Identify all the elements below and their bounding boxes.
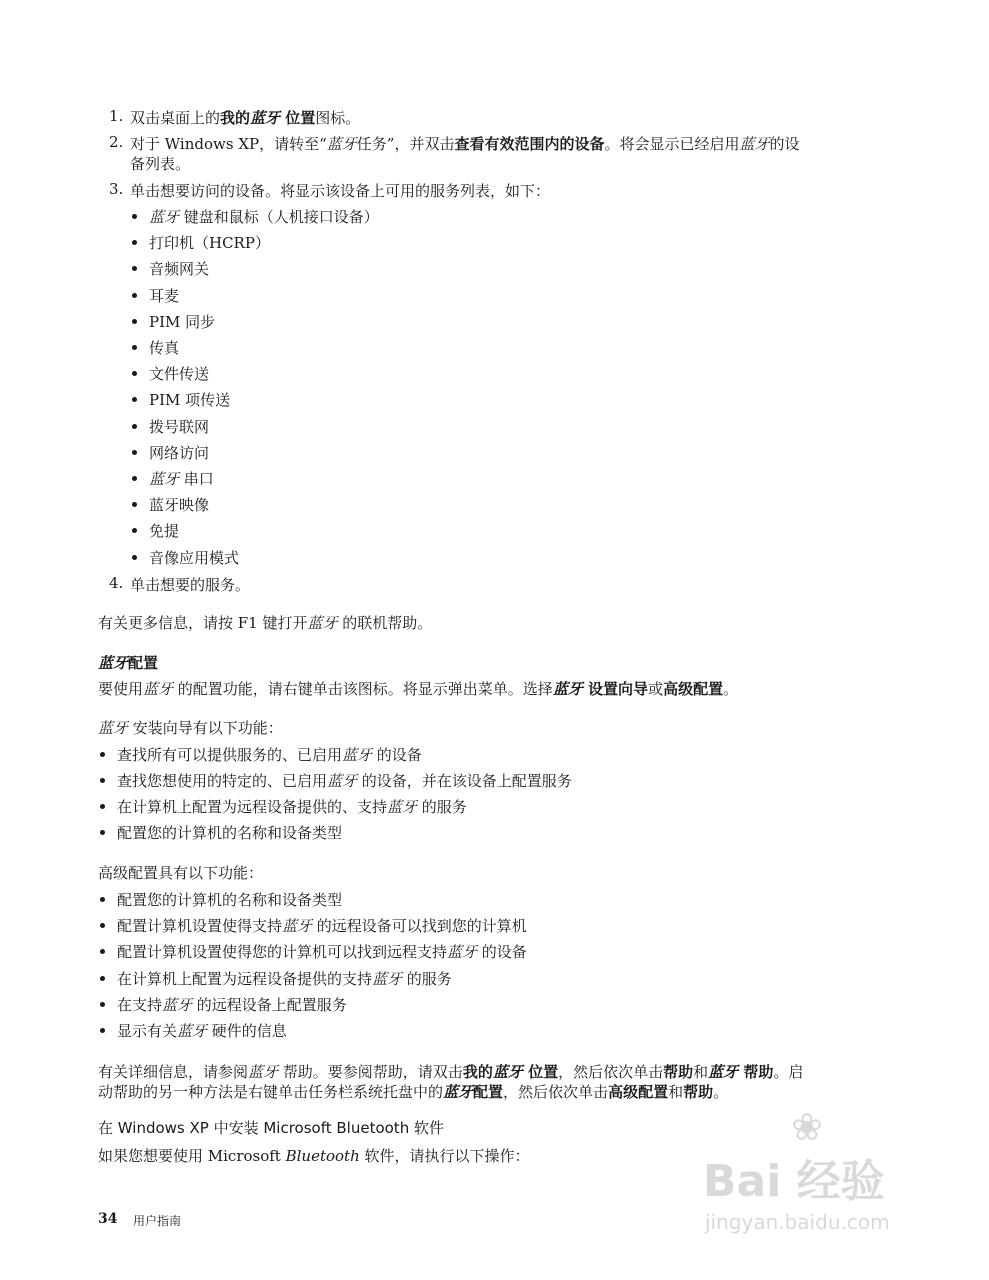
bullet-icon bbox=[132, 476, 137, 481]
service-item-text: 拨号联网 bbox=[149, 417, 210, 436]
wizard-item bbox=[100, 822, 342, 843]
bullet-icon bbox=[100, 804, 105, 809]
bullet-icon bbox=[132, 450, 137, 455]
step-2-number: 2. bbox=[109, 133, 124, 151]
advanced-item bbox=[100, 968, 452, 989]
service-item bbox=[132, 389, 230, 410]
service-item-text: 免提 bbox=[149, 522, 180, 541]
config-paragraph: 要使用蓝牙 的配置功能，请右键单击该图标。将显示弹出菜单。选择蓝牙 设置向导或高级配置。 bbox=[98, 680, 739, 698]
bullet-icon bbox=[100, 778, 105, 783]
footer-title: 用户指南 bbox=[133, 1214, 182, 1228]
step-4-number: 4. bbox=[109, 574, 124, 592]
advanced-item-text: 在计算机上配置为远程设备提供的支持蓝牙 的服务 bbox=[117, 969, 452, 988]
watermark-brand: Bai 经验 bbox=[703, 1156, 885, 1207]
install-paragraph: 如果您想要使用 Microsoft Bluetooth 软件，请执行以下操作： bbox=[98, 1147, 530, 1165]
page-number: 34 bbox=[98, 1211, 118, 1227]
wizard-item-text: 配置您的计算机的名称和设备类型 bbox=[117, 824, 343, 842]
service-item-text: 蓝牙映像 bbox=[149, 496, 210, 515]
step-4-text: 单击想要的服务。 bbox=[130, 576, 251, 594]
bullet-icon bbox=[132, 319, 137, 324]
watermark-paw-icon: ❀ bbox=[791, 1105, 823, 1149]
service-item bbox=[132, 258, 209, 279]
service-item bbox=[132, 337, 179, 358]
bullet-icon bbox=[132, 528, 137, 533]
service-item-text: 打印机（HCRP） bbox=[149, 234, 270, 253]
bullet-icon bbox=[132, 240, 137, 245]
service-item-text: 蓝牙 串口 bbox=[149, 470, 214, 488]
advanced-item-text: 在支持蓝牙 的远程设备上配置服务 bbox=[117, 995, 347, 1014]
wizard-item bbox=[100, 744, 422, 765]
bullet-icon bbox=[100, 897, 105, 902]
service-item-text: 传真 bbox=[149, 339, 180, 357]
bullet-icon bbox=[132, 555, 137, 560]
detail-paragraph-line2: 动帮助的另一种方法是右键单击任务栏系统托盘中的蓝牙配置，然后依次单击高级配置和帮助。 bbox=[98, 1083, 729, 1101]
bullet-icon bbox=[132, 266, 137, 271]
bullet-icon bbox=[100, 1002, 105, 1007]
service-item bbox=[132, 520, 179, 541]
step-1-text: 双击桌面上的我的蓝牙 位置图标。 bbox=[130, 109, 361, 127]
bullet-icon bbox=[132, 502, 137, 507]
advanced-item-text: 显示有关蓝牙 硬件的信息 bbox=[117, 1022, 287, 1040]
bullet-icon bbox=[132, 371, 137, 376]
step-3-text: 单击想要访问的设备。将显示该设备上可用的服务列表，如下： bbox=[130, 182, 551, 200]
watermark-url: jingyan.baidu.com bbox=[705, 1210, 890, 1234]
bullet-icon bbox=[132, 397, 137, 402]
service-item bbox=[132, 416, 209, 437]
service-item bbox=[132, 547, 239, 568]
more-info-paragraph: 有关更多信息，请按 F1 键打开蓝牙 的联机帮助。 bbox=[98, 614, 433, 632]
bullet-icon bbox=[100, 830, 105, 835]
service-item bbox=[132, 285, 179, 306]
service-item bbox=[132, 442, 209, 463]
advanced-item bbox=[100, 889, 342, 910]
service-item-text: 音频网关 bbox=[149, 260, 210, 279]
detail-paragraph-line1: 有关详细信息，请参阅蓝牙 帮助。要参阅帮助，请双击我的蓝牙 位置，然后依次单击帮助和蓝牙 帮助。启 bbox=[98, 1063, 804, 1081]
step-3-number: 3. bbox=[109, 180, 124, 198]
step-1-number: 1. bbox=[109, 107, 124, 125]
bullet-icon bbox=[100, 1028, 105, 1033]
wizard-intro: 蓝牙 安装向导有以下功能： bbox=[98, 719, 283, 737]
bullet-icon bbox=[132, 293, 137, 298]
bullet-icon bbox=[132, 345, 137, 350]
advanced-item-text: 配置计算机设置使得您的计算机可以找到远程支持蓝牙 的设备 bbox=[117, 943, 527, 962]
advanced-item bbox=[100, 941, 527, 962]
service-item-text: PIM 项传送 bbox=[149, 391, 231, 410]
bullet-icon bbox=[100, 923, 105, 928]
service-item bbox=[132, 363, 209, 384]
service-item bbox=[132, 494, 209, 515]
advanced-item bbox=[100, 915, 527, 936]
advanced-item bbox=[100, 994, 347, 1015]
install-heading: 在 Windows XP 中安装 Microsoft Bluetooth 软件 bbox=[98, 1119, 444, 1137]
wizard-item bbox=[100, 796, 467, 817]
bullet-icon bbox=[100, 949, 105, 954]
advanced-item-text: 配置计算机设置使得支持蓝牙 的远程设备可以找到您的计算机 bbox=[117, 917, 527, 936]
wizard-item-text: 查找您想使用的特定的、已启用蓝牙 的设备，并在该设备上配置服务 bbox=[117, 772, 572, 790]
wizard-item-text: 查找所有可以提供服务的、已启用蓝牙 的设备 bbox=[117, 746, 422, 764]
watermark-logo bbox=[703, 1105, 885, 1209]
service-item-text: 耳麦 bbox=[149, 286, 180, 305]
config-heading: 蓝牙配置 bbox=[98, 654, 159, 672]
bullet-icon bbox=[100, 752, 105, 757]
bullet-icon bbox=[100, 976, 105, 981]
service-item-text: PIM 同步 bbox=[149, 312, 216, 331]
wizard-item bbox=[100, 770, 572, 791]
service-item bbox=[132, 206, 379, 227]
service-item-text: 蓝牙 键盘和鼠标（人机接口设备） bbox=[149, 208, 379, 226]
step-2-text-line2: 备列表。 bbox=[130, 155, 191, 173]
bullet-icon bbox=[132, 214, 137, 219]
service-item bbox=[132, 311, 215, 332]
step-2-text-line1: 对于 Windows XP，请转至“蓝牙任务”，并双击查看有效范围内的设备。将会显示已经启用蓝牙的设 bbox=[130, 135, 800, 153]
service-item-text: 文件传送 bbox=[149, 365, 210, 384]
service-item-text: 音像应用模式 bbox=[149, 548, 240, 567]
advanced-intro: 高级配置具有以下功能： bbox=[98, 864, 264, 882]
service-item-text: 网络访问 bbox=[149, 443, 210, 462]
wizard-item-text: 在计算机上配置为远程设备提供的、支持蓝牙 的服务 bbox=[117, 798, 467, 816]
service-item bbox=[132, 468, 214, 489]
bullet-icon bbox=[132, 424, 137, 429]
service-item bbox=[132, 232, 270, 253]
advanced-item bbox=[100, 1020, 287, 1041]
advanced-item-text: 配置您的计算机的名称和设备类型 bbox=[117, 891, 343, 909]
